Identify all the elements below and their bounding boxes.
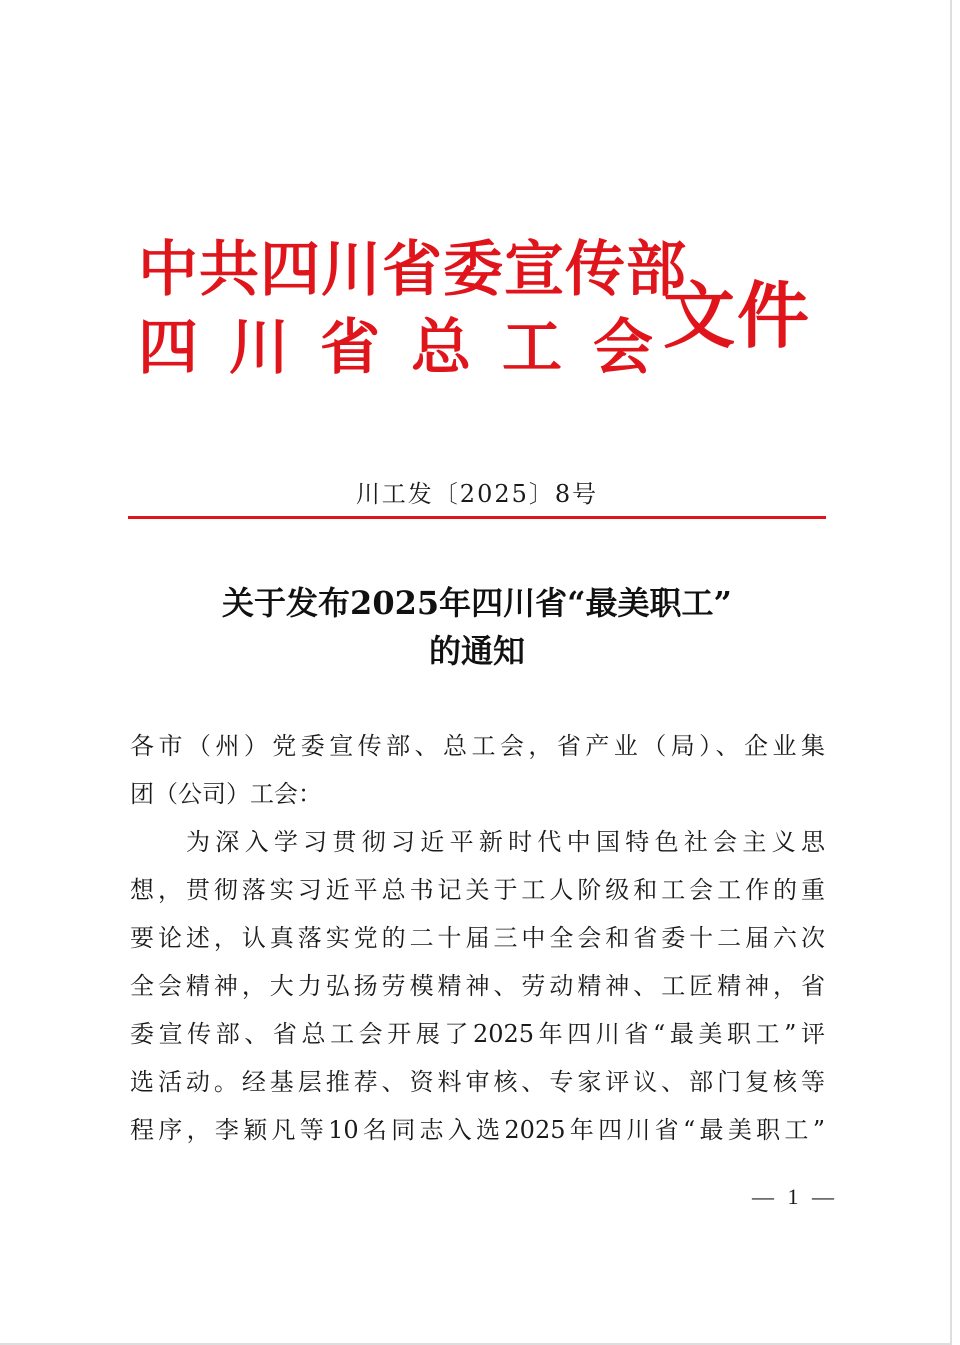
paragraph-line: 想，贯彻落实习近平总书记关于工人阶级和工会工作的重 bbox=[130, 876, 825, 904]
document-number: 川工发〔2025〕8号 bbox=[355, 480, 599, 508]
paragraph-line: 为深入学习贯彻习近平新时代中国特色社会主义思 bbox=[186, 828, 825, 856]
document-title-line-2: 的通知 bbox=[428, 632, 525, 670]
page-number: — 1 — bbox=[752, 1184, 838, 1209]
red-divider bbox=[128, 516, 826, 519]
masthead-issuer-1: 中共四川省委宣传部 bbox=[138, 235, 687, 305]
paragraph-line: 全会精神，大力弘扬劳模精神、劳动精神、工匠精神，省 bbox=[130, 972, 825, 1000]
masthead-suffix: 文件 bbox=[663, 273, 812, 358]
document-title-line-1: 关于发布2025年四川省“最美职工” bbox=[222, 584, 732, 622]
salutation-line-2: 团（公司）工会： bbox=[130, 780, 322, 808]
paragraph-line: 委宣传部、省总工会开展了2025年四川省“最美职工”评 bbox=[130, 1020, 825, 1048]
paragraph-line: 程序，李颖凡等10名同志入选2025年四川省“最美职工” bbox=[130, 1116, 825, 1144]
salutation-line-1: 各市（州）党委宣传部、总工会，省产业（局）、企业集 bbox=[130, 732, 825, 760]
paragraph-line: 要论述，认真落实党的二十届三中全会和省委十二届六次 bbox=[130, 924, 825, 952]
paragraph-line: 选活动。经基层推荐、资料审核、专家评议、部门复核等 bbox=[130, 1068, 825, 1096]
masthead-issuer-2: 四川省总工会 bbox=[138, 313, 684, 383]
